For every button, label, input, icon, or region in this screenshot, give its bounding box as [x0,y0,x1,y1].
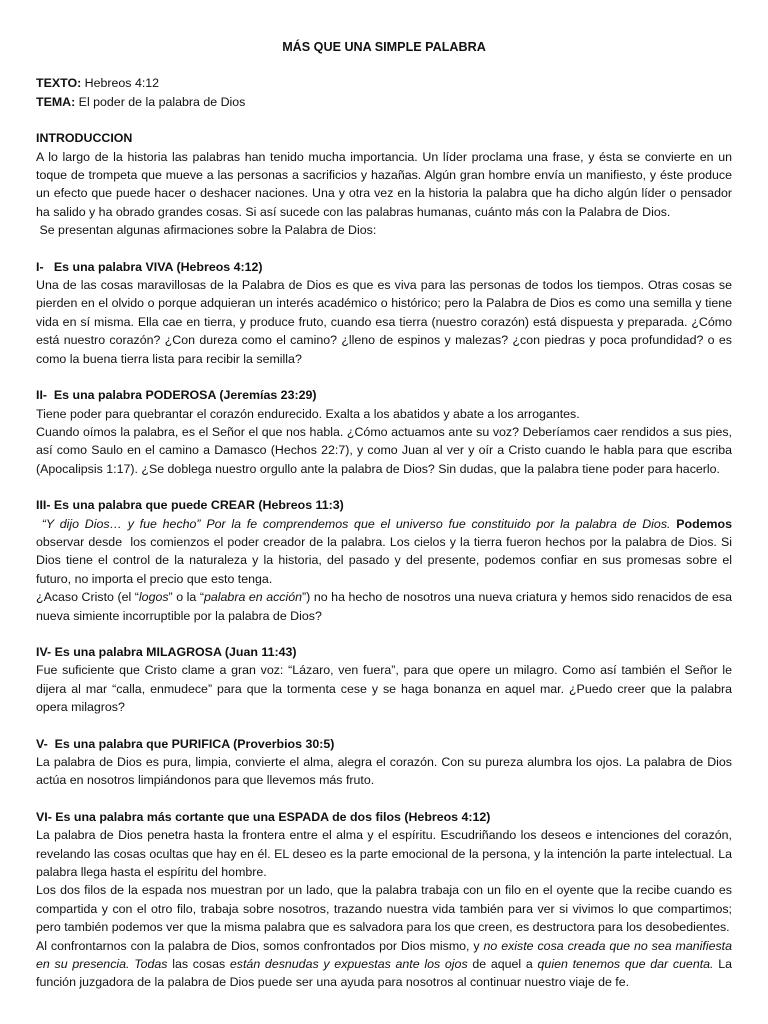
italic-text: palabra en acción [204,590,303,605]
body-text: ”) no ha hecho de nosotros una nueva criatura y hemos sido renacidos de esa nueva simiente incorruptible por la palabra de Dios? [36,590,732,623]
quote-text: “Y dijo Dios… y fue hecho” [36,516,201,531]
section-espada [36,808,732,992]
paragraph: Tiene poder para quebrantar el corazón endurecido. Exalta a los abatidos y abate a los arrogantes. [36,406,580,421]
italic-text: Por la fe comprendemos que el universo fue constituido por la palabra de Dios. [200,516,671,531]
paragraph: A lo largo de la historia las palabras han tenido mucha importancia. Un líder proclama una frase, y ésta se convierte en un toque de trompeta que mueve a las personas a sacrificios y hazañas. Algún gran hombre envía un manifiesto, y éste produce un efecto que puede hacer o deshacer naciones. Una y otra vez en la historia la palabra que ha dicho algún líder o pensador ha salido y ha obrado grandes cosas. Si así sucede con las palabras humanas, cuánto más con la Palabra de Dios. [36,149,732,219]
section-milagrosa [36,643,732,717]
section-viva [36,258,732,368]
tema-value: El poder de la palabra de Dios [75,94,246,109]
paragraph: La palabra de Dios es pura, limpia, convierte el alma, alegra el corazón. Con su pureza alumbra los ojos. La palabra de Dios actúa en nosotros limpiándonos para que llevemos más fruto. [36,755,732,788]
body-text: ” o la “ [168,590,204,605]
paragraph [36,937,732,992]
body-text: observar desde los comienzos el poder creador de la palabra. Los cielos y la tierra fueron hechos por la palabra de Dios. Si Dios tiene el control de la naturaleza y la historia, del pasado y del presente, podemos confiar en sus promesas sobre el futuro, no importa el precio que esto tenga. [36,516,736,586]
italic-text: quien tenemos que dar cuenta. [532,957,714,972]
section-heading: III- Es una palabra que puede CREAR (Hebreos 11:3) [36,498,344,513]
italic-text: están desnudas y expuestas ante los ojos [225,957,468,972]
section-heading: INTRODUCCION [36,131,133,146]
body-text: La función juzgadora de la palabra de Dios puede ser una ayuda para nosotros al continuar nuestro viaje de fe. [36,957,733,990]
section-purifica [36,735,732,790]
paragraph: La palabra de Dios penetra hasta la frontera entre el alma y el espíritu. Escudriñando los deseos e intenciones del corazón, revelando las cosas ocultas que hay en él. EL deseo es la parte emocional de la persona, y la intención la parte intelectual. La palabra llega hasta el espíritu del hombre. [36,828,732,880]
section-crear [36,496,736,625]
paragraph: Los dos filos de la espada nos muestran por un lado, que la palabra trabaja con un filo en el oyente que la recibe cuando es compartida y con el otro filo, trabaja sobre nosotros, trazando nuestra vida también para ver si vivimos lo que compartimos; pero también podemos ver que la misma palabra que es salvadora para los que creen, es destructora para los desobedientes. [36,883,732,935]
section-heading: IV- Es una palabra MILAGROSA (Juan 11:43) [36,644,297,659]
tema-label: TEMA: [36,94,76,109]
paragraph: Fue suficiente que Cristo clame a gran voz: “Lázaro, ven fuera”, para que opere un milagro. Como así también el Señor le dijera al mar “calla, enmudece” para que la tormenta cese y se haga bonanza en aquel mar. ¿Puedo creer que la palabra opera milagros? [36,663,732,715]
italic-text: logos [138,590,169,605]
paragraph: Cuando oímos la palabra, es el Señor el que nos habla. ¿Cómo actuamos ante su voz? Deberíamos caer rendidos a sus pies, así como Saulo en el camino a Damasco (Hechos 22:7), y como Juan al ver y oír a Cristo cuando le habla para que escriba (Apocalipsis 1:17). ¿Se doblega nuestro orgullo ante la palabra de Dios? Sin dudas, que la palabra tiene poder para hacerlo. [36,424,732,476]
texto-label: TEXTO: [36,76,82,91]
document-title: MÁS QUE UNA SIMPLE PALABRA [282,40,486,54]
body-text: de aquel a [467,957,533,972]
paragraph [36,588,732,625]
italic-text: no existe cosa creada que no sea manifiesta en su presencia. Todas [36,938,732,972]
paragraph [36,515,736,589]
paragraph: Una de las cosas maravillosas de la Palabra de Dios es que es viva para las personas de todos los tiempos. Otras cosas se pierden en el olvido o porque adquieran un interés académico o histórico; pero la Palabra de Dios es como una semilla y tiene vida en sí misma. Ella cae en tierra, y produce fruto, cuando esa tierra (nuestro corazón) está dispuesta y preparada. ¿Cómo está nuestro corazón? ¿Con dureza como el camino? ¿lleno de espinos y malezas? ¿con piedras y poca profundidad? o es como la buena tierra lista para recibir la semilla? [36,278,732,366]
section-heading: VI- Es una palabra más cortante que una ESPADA de dos filos (Hebreos 4:12) [36,809,491,824]
texto-line [36,74,732,92]
body-text: las cosas [167,957,226,972]
body-text: Al confrontarnos con la palabra de Dios, somos confrontados por Dios mismo, y [36,938,480,953]
tema-line [36,93,732,111]
section-heading: V- Es una palabra que PURIFICA (Proverbios 30:5) [36,736,335,751]
paragraph: Se presentan algunas afirmaciones sobre la Palabra de Dios: [36,223,377,238]
document-page [36,38,736,992]
section-heading: I- Es una palabra VIVA (Hebreos 4:12) [36,259,263,274]
section-heading: II- Es una palabra PODEROSA (Jeremías 23:29) [36,388,317,403]
section-introduccion [36,129,732,239]
section-poderosa [36,386,732,478]
texto-value: Hebreos 4:12 [81,76,160,91]
bold-text: Podemos [670,516,733,531]
body-text: ¿Acaso Cristo (el “ [36,590,139,605]
